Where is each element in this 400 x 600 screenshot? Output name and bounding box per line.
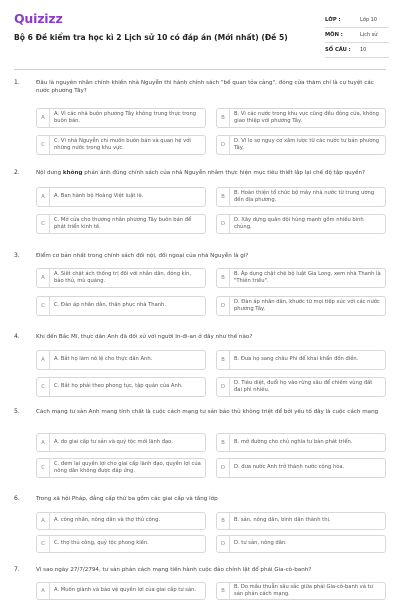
option-letter: D (217, 297, 230, 315)
option-d[interactable] (216, 377, 386, 397)
option-a[interactable] (36, 108, 206, 128)
question-number: 3. (14, 252, 20, 259)
question-text: Khi đến Bắc Mĩ, thực dân Anh đã đối xử với người In-đi-an ở đây như thế nào? (36, 334, 253, 340)
option-letter: B (217, 434, 230, 451)
info-value: Lịch sử (360, 32, 378, 38)
option-text: D. Vì lo sợ nguy cơ xâm lược từ các nước tư bản phương Tây. (234, 137, 380, 151)
option-text: A. Siết chặt ách thống trị đối với nhân dân, đóng kín, bảo thủ, mù quáng. (54, 270, 192, 284)
option-letter: D (217, 459, 230, 477)
info-row-count (325, 43, 389, 58)
option-letter: A (37, 269, 50, 287)
question-number: 4. (14, 333, 20, 340)
question-number: 6. (14, 495, 20, 502)
option-text: B. Áp dụng chặt chẽ bộ luật Gia Long, xem nhà Thanh là "Thiên triều". (234, 270, 381, 284)
option-letter: D (217, 378, 230, 396)
option-c[interactable] (36, 214, 206, 234)
option-b[interactable] (216, 187, 386, 207)
option-d[interactable] (216, 458, 386, 478)
option-text: C. Đàn áp nhân dân, thân phục nhà Thanh. (54, 302, 166, 309)
option-text: A. Ban hành bộ Hoàng Việt luật lệ. (54, 193, 144, 200)
option-text: D. Tiêu diệt, đuổi họ vào rừng sâu để chiếm vùng đất đai phì nhiêu. (234, 379, 373, 393)
option-text: C. Vì nhà Nguyễn chỉ muốn buôn bán và quan hệ với những nước trong khu vực. (54, 137, 191, 151)
option-text: A. Muốn giành và bảo vệ quyền lợi của giai cấp tư sản. (54, 587, 197, 594)
option-letter: B (217, 351, 230, 369)
info-label: SỐ CÂU : (325, 47, 351, 53)
option-a[interactable] (36, 187, 206, 207)
info-value: 10 (360, 47, 367, 53)
option-letter: B (217, 269, 230, 287)
option-text: B. Đưa họ sang châu Phi để khai khẩn đồn điền. (234, 356, 359, 363)
document-title: Bộ 6 Đề kiểm tra học kì 2 Lịch sử 10 có đáp án (Mới nhất) (Đề 5) (14, 33, 288, 42)
option-text: A. do giai cấp tư sản và quý tộc mới lãnh đạo. (54, 438, 173, 445)
info-label: MÔN : (325, 32, 343, 38)
option-a[interactable] (36, 350, 206, 370)
option-text: D. tư sản, nông dân. (234, 540, 287, 547)
option-a[interactable] (36, 582, 206, 600)
info-row-class (325, 13, 389, 28)
option-text: B. mở đường cho chủ nghĩa tư bản phát triển. (234, 438, 353, 445)
header-divider (14, 69, 386, 70)
option-d[interactable] (216, 214, 386, 234)
option-letter: A (37, 513, 50, 529)
option-letter: B (217, 188, 230, 206)
option-b[interactable] (216, 268, 386, 288)
question-text: Đâu là nguyên nhân chính khiến nhà Nguyễn thi hành chính sách "bế quan tỏa cảng", đóng cửa thăm chí là cự tuyệt các nước phương Tây? (36, 80, 374, 94)
question-text (36, 169, 386, 177)
question-text: Trong xã hội Pháp, đẳng cấp thứ ba gồm các giai cấp và tầng lớp (36, 496, 218, 502)
info-label: LỚP : (325, 17, 341, 23)
question-text: Điểm cơ bản nhất trong chính sách đối nội, đối ngoại của nhà Nguyễn là gì? (36, 253, 249, 259)
question-text-post: phản ánh đúng chính sách của nhà Nguyễn nhằm thực hiện mục tiêu thiết lập lại chế độ tập quyền? (82, 170, 365, 176)
option-text: D. đưa nước Anh trở thành nước cộng hòa. (234, 464, 345, 471)
quizizz-logo: Quizizz (14, 11, 63, 26)
option-text: A. Vì các nhà buôn phương Tây không trung thực trong buôn bán. (54, 110, 197, 124)
option-letter: B (217, 109, 230, 127)
option-a[interactable] (36, 268, 206, 288)
option-b[interactable] (216, 582, 386, 600)
info-table (325, 13, 389, 58)
option-text: A. công nhân, nông dân và thợ thủ công. (54, 517, 161, 524)
option-b[interactable] (216, 433, 386, 452)
question-number: 1. (14, 79, 20, 86)
question-number: 5. (14, 408, 20, 415)
option-b[interactable] (216, 350, 386, 370)
option-d[interactable] (216, 135, 386, 155)
option-b[interactable] (216, 512, 386, 530)
option-letter: A (37, 109, 50, 127)
option-text: C. đem lại quyền lợi cho giai cấp lãnh đạo, quyền lợi của nông dân không được đáp ứng. (54, 460, 201, 474)
option-text: C. Mở cửa cho thương nhân phương Tây buôn bán để phát triển kinh tế. (54, 216, 192, 230)
option-letter: A (37, 188, 50, 206)
option-letter: D (217, 215, 230, 233)
option-letter: B (217, 513, 230, 529)
question-text: Vì sao ngày 27/7/2794, tư sản phản cách mạng tiến hành cuộc đảo chính lật đổ phái Gia-cô-banh? (36, 567, 312, 573)
option-a[interactable] (36, 433, 206, 452)
option-letter: A (37, 351, 50, 369)
option-letter: D (217, 536, 230, 552)
option-letter: D (217, 136, 230, 154)
option-c[interactable] (36, 377, 206, 397)
option-letter: C (37, 536, 50, 552)
question-text-pre: Nội dung (36, 170, 63, 176)
question-text: Cách mạng tư sản Anh mang tính chất là cuộc cách mạng tư sản bảo thủ không triệt để bởi yếu tố đây là cuộc cách mạng (36, 409, 379, 415)
option-c[interactable] (36, 535, 206, 553)
option-text: D. Xây dựng quân đội hùng mạnh gồm nhiều binh chủng. (234, 216, 364, 230)
option-letter: B (217, 583, 230, 599)
option-text: D. Đàn áp nhân dân, khước từ mọi tiếp xúc với các nước phương Tây. (234, 298, 380, 312)
option-d[interactable] (216, 535, 386, 553)
question-number: 7. (14, 566, 20, 573)
option-text: B. sản, nông dân, bình dân thành thị. (234, 517, 331, 524)
option-letter: C (37, 297, 50, 315)
option-text: B. Hoàn thiện tổ chức bộ máy nhà nước từ trung ương đến địa phương. (234, 189, 375, 203)
option-text: B. Vì các nước trong khu vực cũng đều đóng cửa, không giao thiệp với phương Tây. (234, 110, 379, 124)
option-text: A. Bắt họ làm nô lệ cho thực dân Anh. (54, 356, 153, 363)
option-letter: C (37, 136, 50, 154)
info-row-subject (325, 28, 389, 43)
page-header (0, 0, 400, 62)
question-number: 2. (14, 169, 20, 176)
option-text: B. Do mâu thuẫn sâu sắc giữa phái Gia-cô-banh và tư sản phản cách mạng. (234, 583, 373, 597)
option-a[interactable] (36, 512, 206, 530)
option-text: C. Bắt họ phải theo phong tục, tập quán của Anh. (54, 383, 183, 390)
info-value: Lớp 10 (360, 17, 377, 23)
option-text: C. thợ thủ công, quý tộc phong kiến. (54, 540, 149, 547)
option-b[interactable] (216, 108, 386, 128)
question-text-emphasis: không (62, 170, 83, 176)
option-letter: A (37, 583, 50, 599)
option-letter: A (37, 434, 50, 451)
option-d[interactable] (216, 296, 386, 316)
option-letter: C (37, 378, 50, 396)
option-letter: C (37, 459, 50, 477)
option-c[interactable] (36, 296, 206, 316)
option-c[interactable] (36, 135, 206, 155)
option-c[interactable] (36, 458, 206, 478)
option-letter: C (37, 215, 50, 233)
